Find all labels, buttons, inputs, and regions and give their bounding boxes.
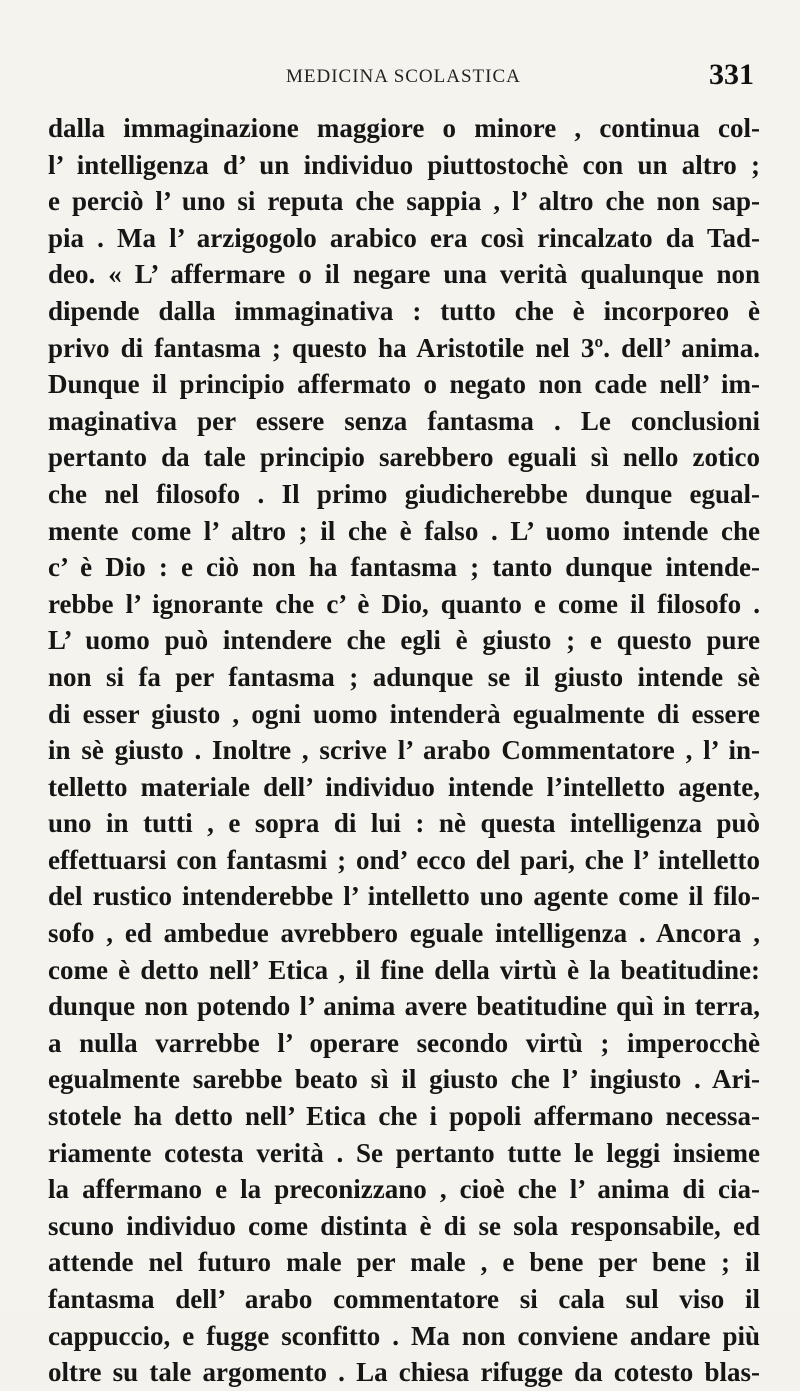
text-line: telletto materiale dell’ individuo intende l’intelletto agente, xyxy=(48,771,760,802)
text-line: pertanto da tale principio sarebbero eguali sì nello zotico xyxy=(48,442,760,473)
text-line: uno in tutti , e sopra di lui : nè questa intelligenza può xyxy=(48,808,760,839)
text-line: non si fa per fantasma ; adunque se il giusto intende sè xyxy=(48,661,760,692)
text-line: che nel filosofo . Il primo giudicherebbe dunque egual- xyxy=(48,478,760,509)
text-line: dipende dalla immaginativa : tutto che è incorporeo è xyxy=(48,295,760,326)
text-line: maginativa per essere senza fantasma . Le conclusioni xyxy=(48,405,760,436)
text-line: dunque non potendo l’ anima avere beatitudine quì in terra, xyxy=(48,991,760,1022)
text-line: attende nel futuro male per male , e bene per bene ; il xyxy=(48,1247,760,1278)
text-line: Dunque il principio affermato o negato non cade nell’ im- xyxy=(48,369,760,400)
text-line: stotele ha detto nell’ Etica che i popoli affermano necessa- xyxy=(48,1101,760,1132)
text-line: sofo , ed ambedue avrebbero eguale intelligenza . Ancora , xyxy=(48,918,760,949)
running-head: MEDICINA SCOLASTICA xyxy=(286,66,521,87)
text-line: L’ uomo può intendere che egli è giusto ; e questo pure xyxy=(48,625,760,656)
text-line: scuno individuo come distinta è di se sola responsabile, ed xyxy=(48,1210,760,1241)
text-line: rebbe l’ ignorante che c’ è Dio, quanto e come il filosofo . xyxy=(48,588,760,619)
text-line: egualmente sarebbe beato sì il giusto che l’ ingiusto . Ari- xyxy=(48,1064,760,1095)
text-line: dalla immaginazione maggiore o minore , continua col- xyxy=(48,113,760,143)
text-line: pia . Ma l’ arzigogolo arabico era così rincalzato da Tad- xyxy=(48,222,760,253)
text-line: e perciò l’ uno si reputa che sappia , l’ altro che non sap- xyxy=(48,186,760,217)
text-line: effettuarsi con fantasmi ; ond’ ecco del pari, che l’ intelletto xyxy=(48,844,760,875)
text-line: mente come l’ altro ; il che è falso . L’ uomo intende che xyxy=(48,515,760,546)
text-line: cappuccio, e fugge sconfitto . Ma non conviene andare più xyxy=(48,1320,760,1351)
text-line: privo di fantasma ; questo ha Aristotile nel 3º. dell’ anima. xyxy=(48,332,760,363)
text-line: l’ intelligenza d’ un individuo piuttostochè con un altro ; xyxy=(48,149,760,180)
text-line: del rustico intenderebbe l’ intelletto uno agente come il filo- xyxy=(48,881,760,912)
text-line: riamente cotesta verità . Se pertanto tutte le leggi insieme xyxy=(48,1137,760,1168)
text-line: c’ è Dio : e ciò non ha fantasma ; tanto dunque intende- xyxy=(48,552,760,583)
text-line: deo. « L’ affermare o il negare una verità qualunque non xyxy=(48,259,760,290)
body-text xyxy=(48,110,760,1391)
text-line: a nulla varrebbe l’ operare secondo virtù ; imperocchè xyxy=(48,1027,760,1058)
text-line: oltre su tale argomento . La chiesa rifugge da cotesto blas- xyxy=(48,1357,760,1388)
page-header xyxy=(48,58,768,102)
page-number: 331 xyxy=(709,58,754,91)
text-line: come è detto nell’ Etica , il fine della virtù è la beatitudine: xyxy=(48,954,760,985)
text-line: fantasma dell’ arabo commentatore si cala sul viso il xyxy=(48,1284,760,1314)
text-line: di esser giusto , ogni uomo intenderà egualmente di essere xyxy=(48,698,760,729)
text-line: la affermano e la preconizzano , cioè che l’ anima di cia- xyxy=(48,1174,760,1205)
text-line: in sè giusto . Inoltre , scrive l’ arabo Commentatore , l’ in- xyxy=(48,735,760,766)
